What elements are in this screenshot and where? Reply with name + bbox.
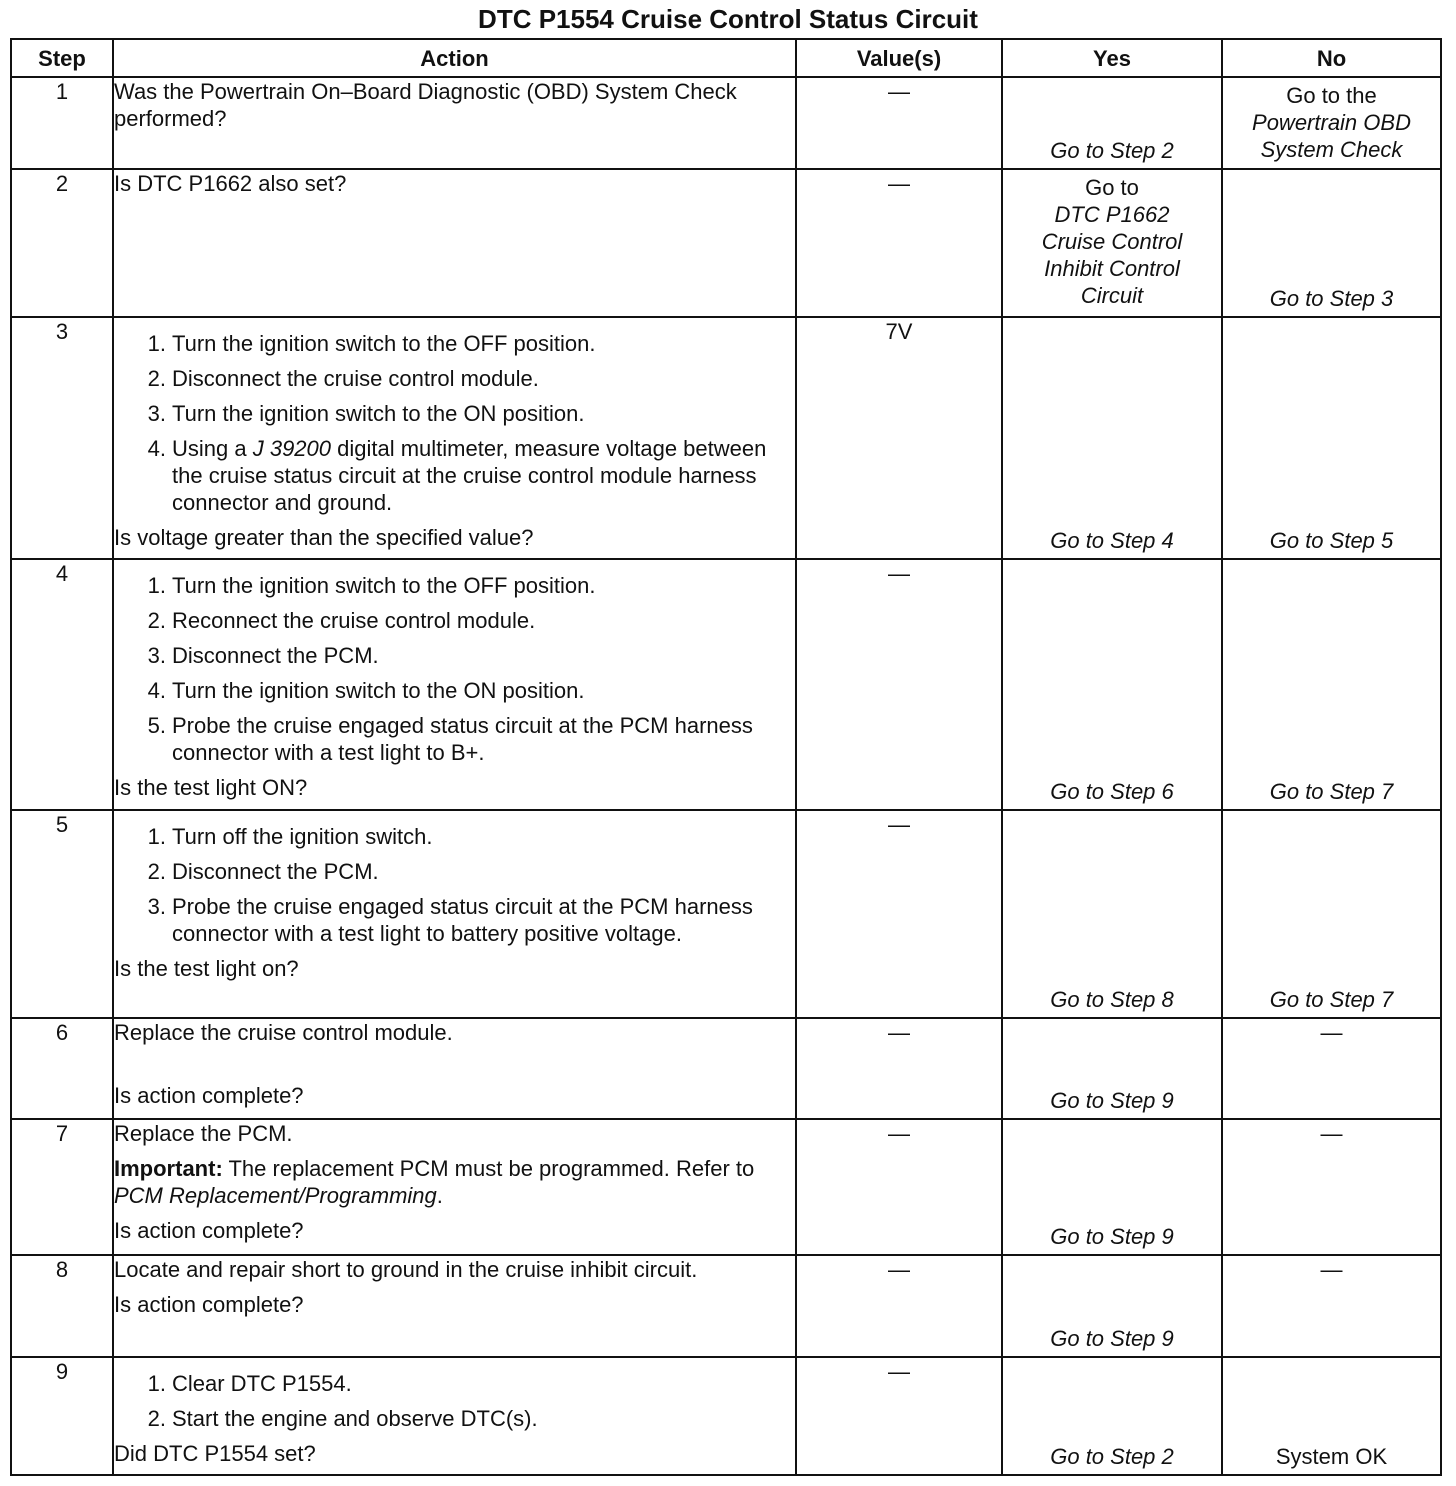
no-link[interactable]: Go to Step 5	[1269, 528, 1394, 553]
yes-cell	[1002, 77, 1222, 169]
list-item: 2. Reconnect the cruise control module.	[147, 608, 536, 633]
step-number: 1	[11, 77, 113, 169]
no-cell: —	[1222, 1255, 1441, 1357]
question-text: Is the test light ON?	[114, 775, 308, 800]
yes-cell	[1002, 1255, 1222, 1357]
yes-link[interactable]: Go to Step 9	[1050, 1224, 1174, 1249]
important-label: Important:	[114, 1156, 223, 1181]
list-item: 1. Clear DTC P1554.	[147, 1371, 352, 1396]
no-line: Powertrain OBD	[1252, 110, 1411, 135]
yes-line: Inhibit Control	[1044, 256, 1180, 281]
question-text: Is action complete?	[114, 1292, 304, 1317]
no-cell	[1222, 1357, 1441, 1475]
table-row	[11, 1357, 1441, 1475]
table-row	[11, 317, 1441, 559]
list-item: 1. Turn off the ignition switch.	[147, 824, 433, 849]
question-text: Is action complete?	[114, 1218, 304, 1243]
procedure-list	[114, 1370, 795, 1432]
step-number: 9	[11, 1357, 113, 1475]
no-link[interactable]: Go to Step 3	[1269, 286, 1394, 311]
action-cell	[113, 810, 796, 1018]
value-cell: —	[796, 1255, 1002, 1357]
procedure-list	[114, 823, 795, 947]
no-cell	[1222, 317, 1441, 559]
action-text: Replace the cruise control module.	[114, 1020, 453, 1045]
question-text: Is the test light on?	[114, 956, 299, 981]
no-cell	[1222, 810, 1441, 1018]
no-cell	[1222, 169, 1441, 317]
question-text: Did DTC P1554 set?	[114, 1441, 316, 1466]
action-cell	[113, 1357, 796, 1475]
value-cell: —	[796, 559, 1002, 810]
list-item: 3. Probe the cruise engaged status circuit at the PCM harness connector with a test light to battery positive voltage.	[147, 894, 753, 946]
yes-link[interactable]: Go to Step 9	[1050, 1326, 1174, 1351]
yes-link[interactable]: Go to Step 6	[1050, 779, 1174, 804]
step-number: 4	[11, 559, 113, 810]
list-item: 4. Using a J 39200 digital multimeter, measure voltage between the cruise status circuit at the cruise control module harness connector and ground.	[147, 436, 767, 515]
list-item: 2. Disconnect the cruise control module.	[147, 366, 539, 391]
yes-line: DTC P1662	[1054, 202, 1170, 227]
important-note: Important: The replacement PCM must be programmed. Refer to PCM Replacement/Programming.	[114, 1156, 755, 1208]
yes-link[interactable]: Go to Step 8	[1050, 987, 1174, 1012]
value-cell: —	[796, 1357, 1002, 1475]
value-cell: 7V	[796, 317, 1002, 559]
step-number: 7	[11, 1119, 113, 1255]
list-item: 3. Disconnect the PCM.	[147, 643, 379, 668]
no-cell: —	[1222, 1119, 1441, 1255]
table-row	[11, 77, 1441, 169]
value-cell: —	[796, 77, 1002, 169]
header-values: Value(s)	[796, 39, 1002, 77]
value-cell: —	[796, 1119, 1002, 1255]
step-number: 6	[11, 1018, 113, 1119]
action-cell	[113, 1255, 796, 1357]
action-text: Is DTC P1662 also set?	[114, 171, 347, 196]
header-row	[11, 39, 1441, 77]
page-title: DTC P1554 Cruise Control Status Circuit	[478, 4, 978, 34]
yes-link[interactable]: Go to Step 4	[1050, 528, 1174, 553]
table-row	[11, 1119, 1441, 1255]
step-number: 5	[11, 810, 113, 1018]
action-cell	[113, 169, 796, 317]
no-cell: —	[1222, 1018, 1441, 1119]
procedure-list	[114, 572, 795, 766]
action-cell	[113, 77, 796, 169]
no-line: System Check	[1260, 137, 1403, 162]
value-cell: —	[796, 810, 1002, 1018]
procedure-reference: PCM Replacement/Programming	[114, 1183, 437, 1208]
yes-cell	[1002, 1357, 1222, 1475]
action-text: Was the Powertrain On–Board Diagnostic (OBD) System Check performed?	[114, 79, 737, 131]
header-yes: Yes	[1002, 39, 1222, 77]
yes-line: Go to	[1085, 175, 1139, 200]
tool-reference: J 39200	[252, 436, 332, 461]
yes-cell	[1002, 810, 1222, 1018]
diagnostic-table	[10, 38, 1442, 1476]
yes-link[interactable]: Go to Step 9	[1050, 1088, 1174, 1113]
yes-cell	[1002, 559, 1222, 810]
yes-cell	[1002, 169, 1222, 317]
table-row	[11, 1018, 1441, 1119]
no-link[interactable]	[1223, 78, 1440, 163]
table-row	[11, 169, 1441, 317]
table-row	[11, 1255, 1441, 1357]
no-link[interactable]: Go to Step 7	[1269, 987, 1394, 1012]
list-item: 1. Turn the ignition switch to the OFF position.	[147, 573, 596, 598]
yes-line: Cruise Control	[1041, 229, 1183, 254]
yes-cell	[1002, 317, 1222, 559]
no-line: Go to the	[1286, 83, 1377, 108]
list-item: 4. Turn the ignition switch to the ON position.	[147, 678, 585, 703]
header-step: Step	[11, 39, 113, 77]
action-text: Locate and repair short to ground in the cruise inhibit circuit.	[114, 1257, 698, 1282]
list-item: 5. Probe the cruise engaged status circuit at the PCM harness connector with a test light to B+.	[147, 713, 753, 765]
yes-link[interactable]: Go to Step 2	[1050, 138, 1174, 163]
action-cell	[113, 317, 796, 559]
action-cell	[113, 559, 796, 810]
table-row	[11, 559, 1441, 810]
action-text: Replace the PCM.	[114, 1121, 293, 1146]
question-text: Is action complete?	[114, 1083, 304, 1108]
table-row	[11, 810, 1441, 1018]
list-item: 1. Turn the ignition switch to the OFF position.	[147, 331, 596, 356]
no-cell	[1222, 77, 1441, 169]
step-number: 2	[11, 169, 113, 317]
action-cell	[113, 1119, 796, 1255]
no-cell	[1222, 559, 1441, 810]
yes-line: Circuit	[1080, 283, 1144, 308]
yes-link[interactable]: Go to Step 2	[1050, 1444, 1174, 1469]
procedure-list	[114, 330, 795, 516]
list-item: 2. Disconnect the PCM.	[147, 859, 379, 884]
step-number: 8	[11, 1255, 113, 1357]
action-cell	[113, 1018, 796, 1119]
value-cell: —	[796, 169, 1002, 317]
no-result: System OK	[1275, 1444, 1388, 1469]
yes-cell	[1002, 1018, 1222, 1119]
no-link[interactable]: Go to Step 7	[1269, 779, 1394, 804]
value-cell: —	[796, 1018, 1002, 1119]
step-number: 3	[11, 317, 113, 559]
yes-link[interactable]	[1003, 170, 1221, 309]
header-action: Action	[113, 39, 796, 77]
yes-cell	[1002, 1119, 1222, 1255]
list-item: 3. Turn the ignition switch to the ON position.	[147, 401, 585, 426]
header-no: No	[1222, 39, 1441, 77]
list-item: 2. Start the engine and observe DTC(s).	[147, 1406, 538, 1431]
question-text: Is voltage greater than the specified value?	[114, 525, 534, 550]
